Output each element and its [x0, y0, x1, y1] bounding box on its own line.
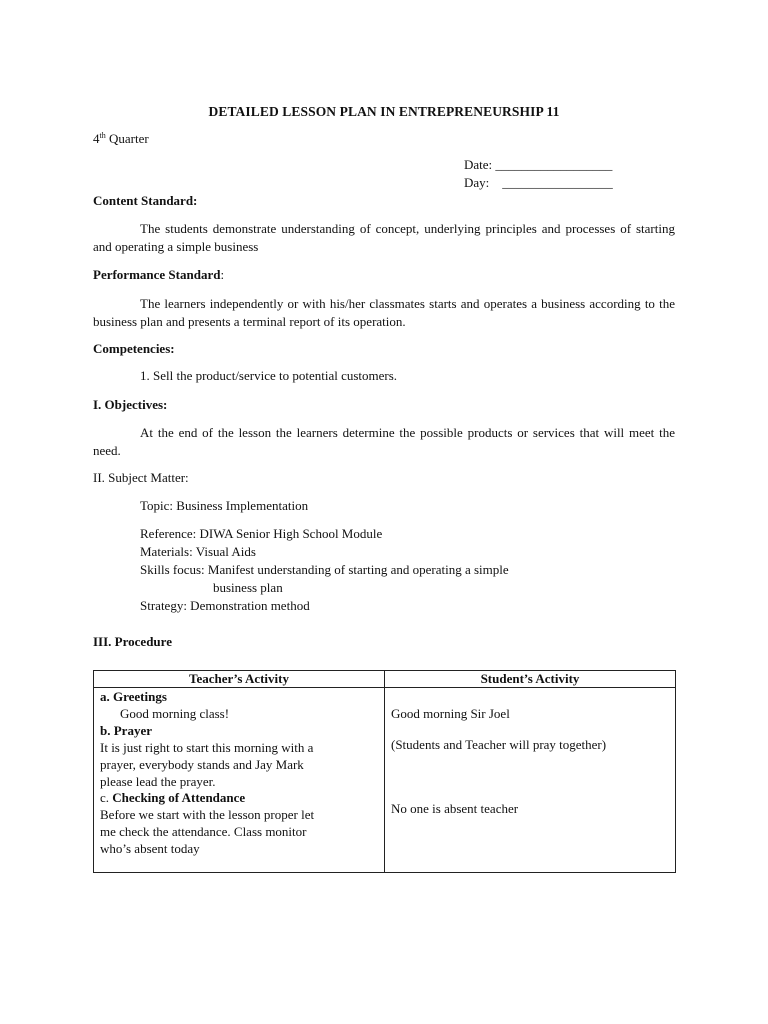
student-attendance: No one is absent teacher: [391, 801, 519, 816]
reference-line: Reference: DIWA Senior High School Module: [140, 526, 383, 541]
day-line: Day: _________________: [464, 175, 613, 190]
student-prayer: (Students and Teacher will pray together): [391, 737, 607, 752]
prayer-text-3: please lead the prayer.: [100, 774, 216, 789]
quarter-suffix: th: [99, 131, 106, 140]
document-title: DETAILED LESSON PLAN IN ENTREPRENEURSHIP 11: [208, 104, 560, 119]
subject-matter-heading: II. Subject Matter:: [93, 470, 189, 485]
procedure-table: [93, 670, 676, 873]
greetings-text: Good morning class!: [120, 706, 230, 721]
date-line: Date: __________________: [464, 157, 613, 172]
student-greeting: Good morning Sir Joel: [391, 706, 510, 721]
attendance-text-3: who’s absent today: [100, 841, 200, 856]
student-activity-header: Student’s Activity: [385, 671, 676, 688]
topic-line: Topic: Business Implementation: [140, 498, 309, 513]
student-activity-cell: [385, 688, 676, 873]
skills-focus-line: Skills focus: Manifest understanding of starting and operating a simple: [140, 562, 509, 577]
attendance-text-2: me check the attendance. Class monitor: [100, 824, 307, 839]
table-row: [94, 688, 676, 873]
performance-standard-colon: :: [220, 267, 225, 282]
attendance-text-1: Before we start with the lesson proper let: [100, 807, 315, 822]
prayer-text-2: prayer, everybody stands and Jay Mark: [100, 757, 304, 772]
procedure-heading: III. Procedure: [93, 634, 172, 649]
strategy-line: Strategy: Demonstration method: [140, 598, 310, 613]
objectives-heading: I. Objectives:: [93, 397, 168, 412]
performance-standard-label: Performance Standard: [93, 267, 221, 282]
teacher-activity-header: Teacher’s Activity: [94, 671, 385, 688]
prayer-label: b. Prayer: [100, 723, 152, 738]
content-standard-text: The students demonstrate understanding of concept, underlying principles and processes of starting and operating a simple business: [93, 221, 675, 254]
competency-item: 1. Sell the product/service to potential customers.: [140, 368, 398, 383]
competencies-heading: Competencies:: [93, 341, 175, 356]
quarter-text: Quarter: [108, 131, 149, 146]
prayer-text-1: It is just right to start this morning with a: [100, 740, 314, 755]
teacher-activity-cell: [94, 688, 385, 873]
quarter-label: [93, 131, 149, 147]
table-header-row: [94, 671, 676, 688]
materials-line: Materials: Visual Aids: [140, 544, 256, 559]
skills-focus-continuation: business plan: [213, 580, 283, 595]
content-standard-heading: Content Standard:: [93, 193, 198, 208]
performance-standard-text: The learners independently or with his/her classmates starts and operates a business according to the business plan and presents a terminal report of its operation.: [93, 296, 675, 329]
performance-standard-heading: [93, 267, 224, 283]
attendance-label: c. Checking of Attendance: [100, 790, 246, 805]
greetings-label: a. Greetings: [100, 689, 167, 704]
quarter-number: 4: [93, 131, 100, 146]
objectives-text: At the end of the lesson the learners determine the possible products or services that will meet the need.: [93, 425, 675, 458]
